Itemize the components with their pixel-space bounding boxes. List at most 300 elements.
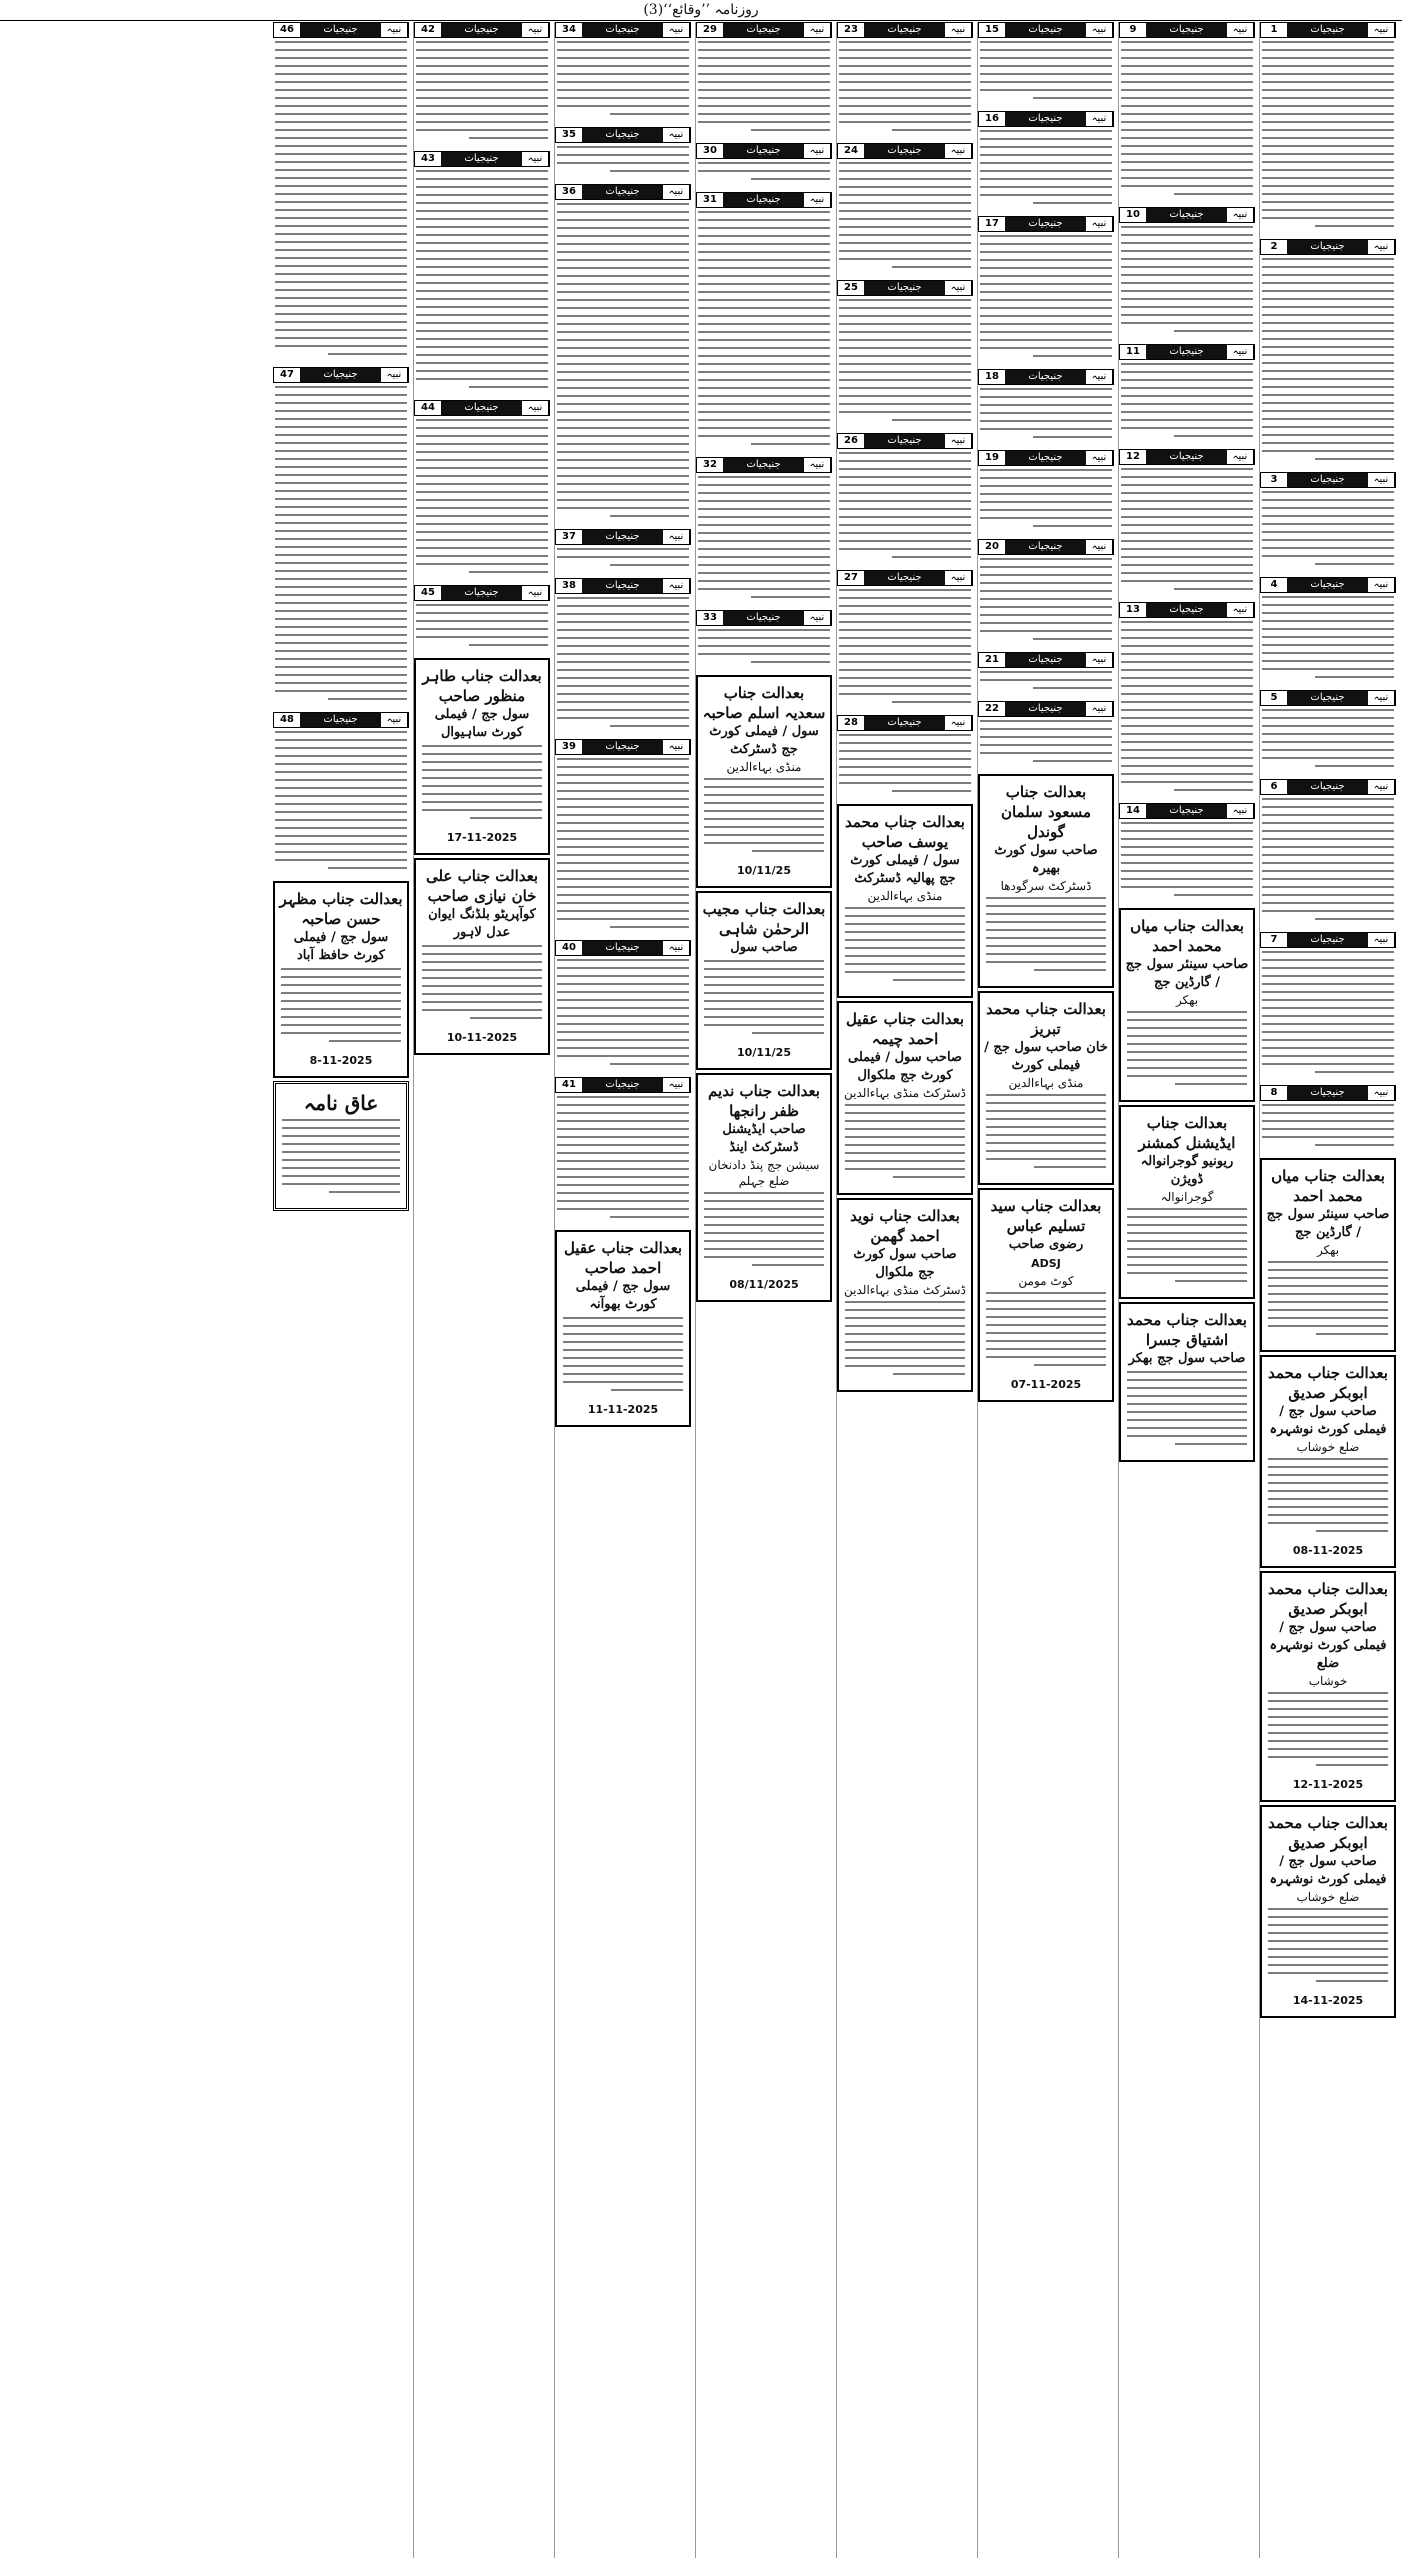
text-line <box>839 693 971 695</box>
text-line <box>839 613 971 615</box>
text-line <box>704 992 824 994</box>
text-line <box>698 516 830 518</box>
text-line <box>1262 258 1394 260</box>
notice-heading-line: ڈسٹرکٹ منڈی بہاءالدین <box>844 1086 966 1100</box>
text-line <box>275 674 407 676</box>
text-line <box>416 499 548 501</box>
notice-date: 11-11-2025 <box>587 1403 659 1416</box>
news-tag: نبیہ <box>1086 112 1113 126</box>
court-notice <box>837 804 973 998</box>
text-line <box>282 1183 400 1185</box>
news-item <box>414 400 550 582</box>
news-section-label: جنیجیات <box>1005 653 1086 667</box>
text-line <box>1174 330 1253 332</box>
notice-heading-line: رضوی صاحب <box>1008 1237 1084 1252</box>
news-item <box>555 940 691 1074</box>
text-line <box>557 959 689 961</box>
text-line <box>557 307 689 309</box>
news-body <box>978 466 1114 536</box>
text-line <box>986 1332 1106 1334</box>
news-number: 5 <box>1261 691 1287 705</box>
text-line <box>275 105 407 107</box>
news-body <box>696 208 832 454</box>
text-line <box>557 1039 689 1041</box>
notice-heading-line: بعدالت جناب علی خان نیازی صاحب <box>425 867 539 905</box>
text-line <box>1121 137 1253 139</box>
text-line <box>704 826 824 828</box>
news-number: 10 <box>1120 208 1146 222</box>
text-line <box>1121 685 1253 687</box>
news-item <box>1119 803 1255 905</box>
text-line <box>1127 1027 1247 1029</box>
text-line <box>282 1127 400 1129</box>
column-3 <box>977 22 1114 2558</box>
news-header <box>1260 239 1396 255</box>
news-section-label: جنیجیات <box>582 941 663 955</box>
news-header <box>273 367 409 383</box>
text-line <box>275 498 407 500</box>
text-line <box>557 243 689 245</box>
text-line <box>275 506 407 508</box>
text-line <box>1315 225 1394 227</box>
news-tag: نبیہ <box>522 23 549 37</box>
text-line <box>557 491 689 493</box>
text-line <box>275 634 407 636</box>
text-line <box>1262 370 1394 372</box>
text-line <box>845 1168 965 1170</box>
news-section-label: جنیجیات <box>1005 540 1086 554</box>
text-line <box>275 578 407 580</box>
text-line <box>980 81 1112 83</box>
text-line <box>839 460 971 462</box>
text-line <box>557 1120 689 1122</box>
text-line <box>329 1191 400 1193</box>
news-body <box>414 38 550 148</box>
text-line <box>275 771 407 773</box>
text-line <box>557 870 689 872</box>
text-line <box>1268 1940 1388 1942</box>
news-body <box>555 143 691 181</box>
news-section-label: جنیجیات <box>582 530 663 544</box>
notice-body <box>843 1101 967 1187</box>
text-line <box>1262 362 1394 364</box>
text-line <box>1262 442 1394 444</box>
text-line <box>275 594 407 596</box>
news-header <box>555 1077 691 1093</box>
column-4 <box>836 22 973 2558</box>
text-line <box>1127 1403 1247 1405</box>
text-line <box>704 842 824 844</box>
text-line <box>422 761 542 763</box>
text-line <box>557 701 689 703</box>
text-line <box>563 1349 683 1351</box>
text-line <box>275 217 407 219</box>
text-line <box>839 669 971 671</box>
news-body <box>414 416 550 582</box>
news-body <box>1260 488 1396 574</box>
text-line <box>980 574 1112 576</box>
text-line <box>557 878 689 880</box>
text-line <box>416 266 548 268</box>
text-line <box>557 403 689 405</box>
text-line <box>1262 1055 1394 1057</box>
news-header <box>696 457 832 473</box>
text-line <box>557 443 689 445</box>
notice-heading-line: بعدالت جناب محمد اشتیاق جسرا <box>1127 1311 1247 1349</box>
court-notice <box>696 675 832 888</box>
text-line <box>416 194 548 196</box>
text-line <box>557 427 689 429</box>
text-line <box>416 186 548 188</box>
news-header <box>696 143 832 159</box>
court-notice <box>273 881 409 1078</box>
text-line <box>416 97 548 99</box>
text-line <box>839 411 971 413</box>
text-line <box>1121 854 1253 856</box>
text-line <box>422 1001 542 1003</box>
text-line <box>845 1160 965 1162</box>
text-line <box>1121 89 1253 91</box>
text-line <box>275 739 407 741</box>
notice-heading-line: صاحب سول کورٹ بھیرہ <box>994 843 1098 876</box>
news-section-label: جنیجیات <box>1146 603 1227 617</box>
text-line <box>704 1000 824 1002</box>
text-line <box>1127 1256 1247 1258</box>
text-line <box>980 477 1112 479</box>
court-notice <box>555 1230 691 1427</box>
text-line <box>557 1112 689 1114</box>
text-line <box>416 306 548 308</box>
text-line <box>275 458 407 460</box>
news-item <box>978 701 1114 771</box>
text-line <box>892 129 971 131</box>
text-line <box>698 387 830 389</box>
news-item <box>696 192 832 454</box>
notice-heading-line: بعدالت جناب نوید احمد گھمن <box>850 1207 960 1245</box>
text-line <box>557 854 689 856</box>
text-line <box>845 955 965 957</box>
text-line <box>416 314 548 316</box>
text-line <box>275 289 407 291</box>
news-item <box>1260 1085 1396 1155</box>
text-line <box>1262 266 1394 268</box>
news-header <box>555 22 691 38</box>
news-section-label: جنیجیات <box>582 128 663 142</box>
text-line <box>1121 49 1253 51</box>
text-line <box>557 105 689 107</box>
text-line <box>563 1365 683 1367</box>
text-line <box>980 485 1112 487</box>
text-line <box>557 203 689 205</box>
news-number: 19 <box>979 451 1005 465</box>
news-item <box>1260 932 1396 1082</box>
text-line <box>557 275 689 277</box>
text-line <box>980 65 1112 67</box>
news-item <box>414 22 550 148</box>
news-section-label: جنیجیات <box>582 185 663 199</box>
text-line <box>557 1136 689 1138</box>
text-line <box>839 685 971 687</box>
text-line <box>416 547 548 549</box>
news-tag: نبیہ <box>1227 23 1254 37</box>
text-line <box>1121 387 1253 389</box>
news-number: 3 <box>1261 473 1287 487</box>
notice-date: 07-11-2025 <box>1010 1378 1082 1391</box>
text-line <box>698 347 830 349</box>
text-line <box>1262 185 1394 187</box>
text-line <box>1121 677 1253 679</box>
text-line <box>986 1142 1106 1144</box>
text-line <box>698 65 830 67</box>
text-line <box>1262 507 1394 509</box>
notice-body <box>1125 1008 1249 1094</box>
text-line <box>839 742 971 744</box>
text-line <box>1262 838 1394 840</box>
news-tag: نبیہ <box>522 152 549 166</box>
text-line <box>416 81 548 83</box>
text-line <box>416 483 548 485</box>
text-line <box>1121 121 1253 123</box>
text-line <box>1121 185 1253 187</box>
columns-container <box>4 22 1398 2558</box>
text-line <box>980 267 1112 269</box>
text-line <box>698 49 830 51</box>
text-line <box>1127 1248 1247 1250</box>
news-body <box>1119 618 1255 800</box>
text-line <box>698 556 830 558</box>
news-header <box>1260 472 1396 488</box>
text-line <box>845 1365 965 1367</box>
text-line <box>557 162 689 164</box>
text-line <box>275 257 407 259</box>
text-line <box>416 234 548 236</box>
text-line <box>557 653 689 655</box>
text-line <box>698 251 830 253</box>
text-line <box>1121 484 1253 486</box>
news-body <box>555 594 691 736</box>
news-number: 25 <box>838 281 864 295</box>
news-item <box>555 22 691 124</box>
text-line <box>563 1341 683 1343</box>
text-line <box>275 41 407 43</box>
text-line <box>1262 129 1394 131</box>
news-item <box>837 280 973 430</box>
news-item <box>837 715 973 801</box>
text-line <box>839 339 971 341</box>
text-line <box>422 985 542 987</box>
text-line <box>1262 282 1394 284</box>
text-line <box>893 979 965 981</box>
text-line <box>986 1340 1106 1342</box>
news-tag: نبیہ <box>804 144 831 158</box>
text-line <box>1315 1071 1394 1073</box>
text-line <box>1121 363 1253 365</box>
text-line <box>839 315 971 317</box>
news-section-label: جنیجیات <box>1005 702 1086 716</box>
text-line <box>1121 669 1253 671</box>
text-line <box>1121 153 1253 155</box>
text-line <box>1121 97 1253 99</box>
news-item <box>273 712 409 878</box>
text-line <box>1262 1112 1394 1114</box>
text-line <box>275 835 407 837</box>
news-body <box>1260 255 1396 469</box>
text-line <box>557 910 689 912</box>
text-line <box>275 345 407 347</box>
text-line <box>1262 830 1394 832</box>
news-section-label: جنیجیات <box>1005 217 1086 231</box>
text-line <box>1262 1128 1394 1130</box>
text-line <box>1262 418 1394 420</box>
text-line <box>1121 524 1253 526</box>
text-line <box>275 755 407 757</box>
news-tag: نبیہ <box>804 23 831 37</box>
text-line <box>557 89 689 91</box>
text-line <box>1175 1443 1247 1445</box>
text-line <box>422 945 542 947</box>
text-line <box>416 210 548 212</box>
notice-heading-line: ضلع خوشاب <box>1296 1440 1360 1454</box>
text-line <box>275 121 407 123</box>
news-number: 21 <box>979 653 1005 667</box>
text-line <box>845 1112 965 1114</box>
text-line <box>422 1009 542 1011</box>
text-line <box>839 218 971 220</box>
text-line <box>980 598 1112 600</box>
text-line <box>839 540 971 542</box>
news-section-label: جنیجیات <box>1005 23 1086 37</box>
text-line <box>980 412 1112 414</box>
news-body <box>696 473 832 607</box>
news-number: 33 <box>697 611 723 625</box>
text-line <box>557 73 689 75</box>
text-line <box>1262 523 1394 525</box>
text-line <box>1121 645 1253 647</box>
text-line <box>557 499 689 501</box>
notice-heading-line: صاحب سول <box>730 940 798 955</box>
text-line <box>557 235 689 237</box>
text-line <box>839 637 971 639</box>
text-line <box>980 590 1112 592</box>
text-line <box>1262 65 1394 67</box>
notice-heading-line: بعدالت جناب عقیل احمد صاحب <box>563 1239 683 1277</box>
text-line <box>839 750 971 752</box>
news-header <box>1119 22 1255 38</box>
text-line <box>328 353 407 355</box>
text-line <box>557 605 689 607</box>
news-header <box>837 22 973 38</box>
text-line <box>698 484 830 486</box>
news-item <box>978 216 1114 366</box>
text-line <box>557 299 689 301</box>
court-notice <box>1119 1105 1255 1299</box>
notice-heading-line: سول / فیملی کورٹ جج پھالیہ ڈسٹرکٹ <box>850 853 960 886</box>
text-line <box>1033 202 1112 204</box>
news-header <box>1260 690 1396 706</box>
text-line <box>1121 314 1253 316</box>
text-line <box>1262 386 1394 388</box>
text-line <box>839 121 971 123</box>
text-line <box>980 283 1112 285</box>
news-section-label: جنیجیات <box>1287 933 1368 947</box>
news-item <box>1260 239 1396 469</box>
text-line <box>275 530 407 532</box>
notice-heading-line: ADSJ <box>1031 1257 1061 1270</box>
text-line <box>698 435 830 437</box>
text-line <box>275 177 407 179</box>
text-line <box>698 500 830 502</box>
text-line <box>1262 121 1394 123</box>
text-line <box>1174 789 1253 791</box>
news-header <box>1260 932 1396 948</box>
text-line <box>845 1136 965 1138</box>
text-line <box>557 451 689 453</box>
text-line <box>557 790 689 792</box>
text-line <box>986 945 1106 947</box>
text-line <box>698 548 830 550</box>
text-line <box>1121 749 1253 751</box>
text-line <box>698 211 830 213</box>
text-line <box>416 346 548 348</box>
text-line <box>892 556 971 558</box>
text-line <box>557 49 689 51</box>
text-line <box>416 170 548 172</box>
text-line <box>751 661 830 663</box>
text-line <box>557 556 689 558</box>
text-line <box>1262 145 1394 147</box>
text-line <box>892 266 971 268</box>
text-line <box>986 1118 1106 1120</box>
news-tag: نبیہ <box>1086 23 1113 37</box>
notice-heading-line: صاحب سول جج بھکر <box>1128 1351 1246 1366</box>
court-notice <box>978 1188 1114 1402</box>
text-line <box>275 650 407 652</box>
news-tag: نبیہ <box>804 611 831 625</box>
text-line <box>422 769 542 771</box>
news-section-label: جنیجیات <box>441 152 522 166</box>
text-line <box>563 1333 683 1335</box>
text-line <box>1262 531 1394 533</box>
news-body <box>1260 948 1396 1082</box>
text-line <box>1121 290 1253 292</box>
text-line <box>557 1104 689 1106</box>
text-line <box>1262 709 1394 711</box>
text-line <box>980 752 1112 754</box>
notice-heading-line: بعدالت جناب مجیب الرحمٰن شاہی <box>702 900 826 938</box>
text-line <box>1127 1043 1247 1045</box>
text-line <box>1262 97 1394 99</box>
text-line <box>1268 1285 1388 1287</box>
text-line <box>704 802 824 804</box>
text-line <box>1127 1387 1247 1389</box>
text-line <box>1121 226 1253 228</box>
text-line <box>698 113 830 115</box>
news-number: 8 <box>1261 1086 1287 1100</box>
notice-heading-line: بعدالت جناب مظہر حسن صاحبہ <box>279 890 403 928</box>
text-line <box>980 291 1112 293</box>
text-line <box>1262 193 1394 195</box>
text-line <box>1121 629 1253 631</box>
text-line <box>839 492 971 494</box>
text-line <box>275 626 407 628</box>
court-notice <box>1119 908 1255 1102</box>
news-header <box>696 610 832 626</box>
text-line <box>416 435 548 437</box>
text-line <box>563 1317 683 1319</box>
text-line <box>416 65 548 67</box>
text-line <box>1127 1035 1247 1037</box>
news-header <box>837 143 973 159</box>
